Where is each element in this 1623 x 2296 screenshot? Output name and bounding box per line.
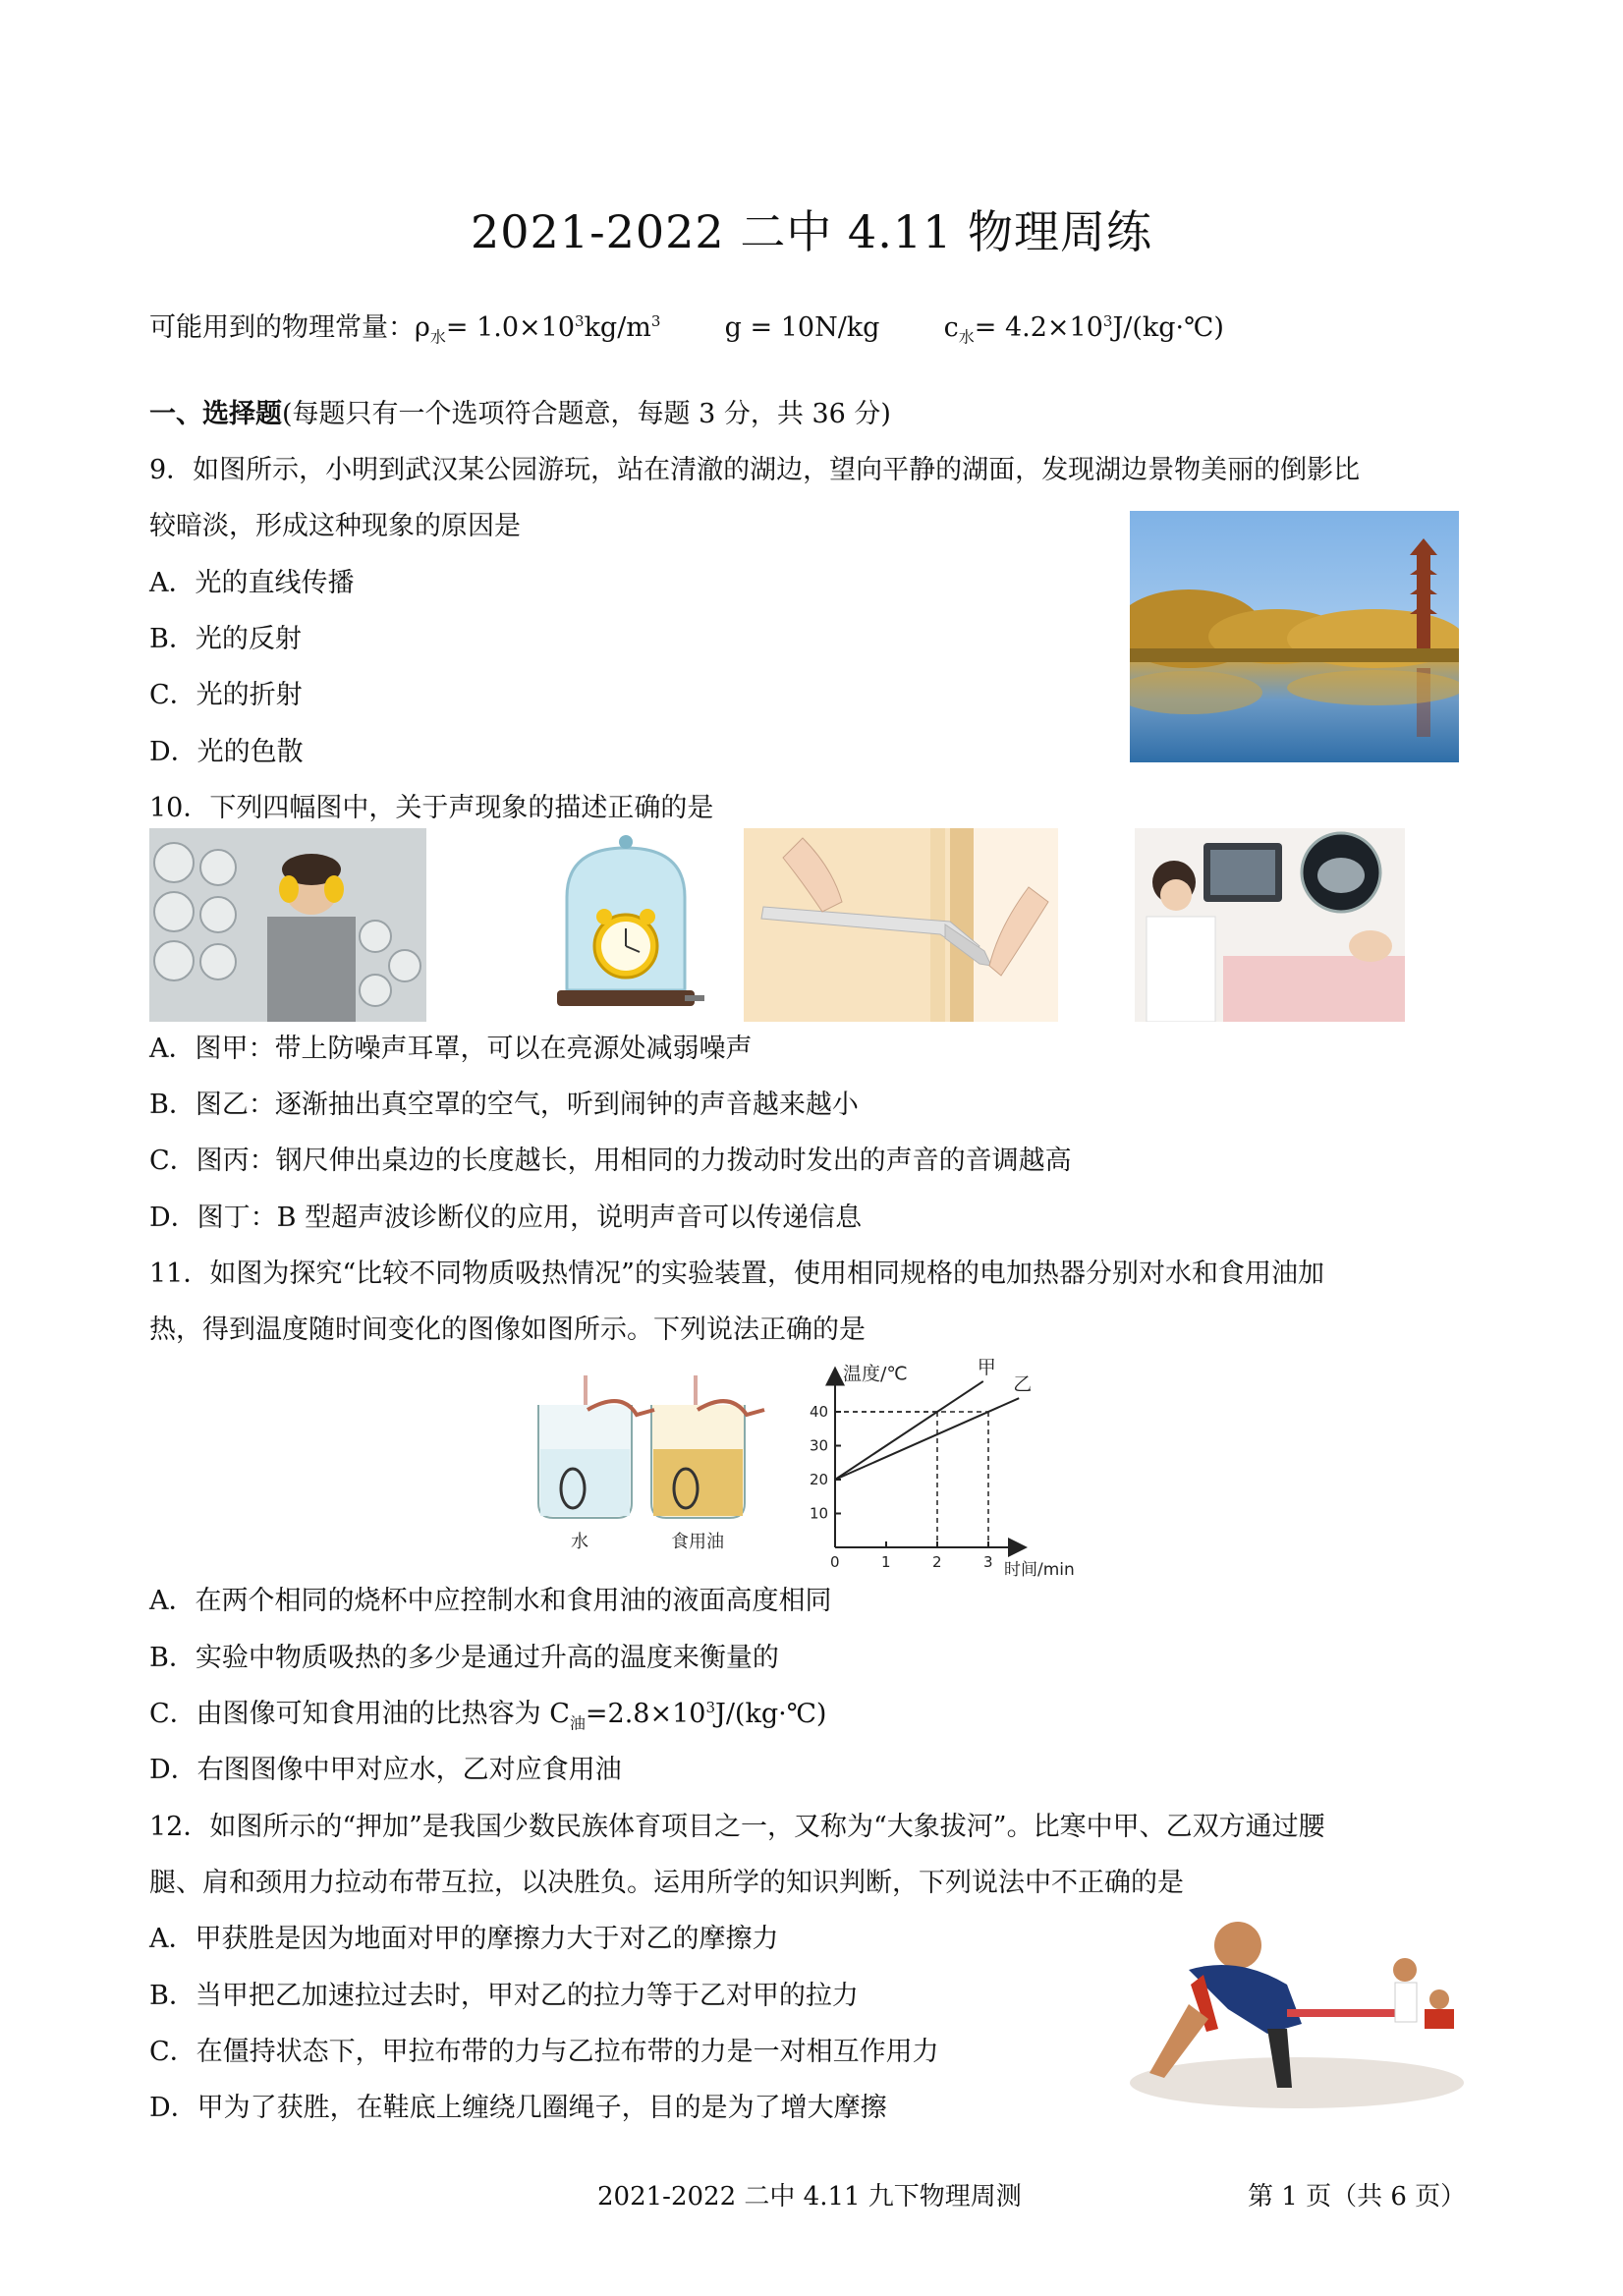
y-tick-label: 20 <box>810 1471 829 1488</box>
tug-of-war-image <box>1130 1916 1469 2112</box>
q11-option-a: A．在两个相同的烧杯中应控制水和食用油的液面高度相同 <box>149 1586 832 1616</box>
q11-c-exponent: 3 <box>705 1699 716 1716</box>
ruler-table-image <box>744 828 1058 1022</box>
rho-unit-exponent: 3 <box>650 312 661 330</box>
q10-option-a: A．图甲：带上防噪声耳罩，可以在亮源处减弱噪声 <box>149 1034 753 1064</box>
rho-value: = 1.0×10 <box>445 312 576 343</box>
q10-option-b: B．图乙：逐渐抽出真空罩的空气，听到闹钟的声音越来越小 <box>149 1090 859 1120</box>
q9-option-b: B．光的反射 <box>149 624 302 654</box>
q10-option-c: C．图丙：钢尺伸出桌边的长度越长，用相同的力拨动时发出的声音的音调越高 <box>149 1146 1072 1176</box>
g-constant: g = 10N/kg <box>724 312 880 343</box>
footer-page-number: 第 1 页（共 6 页） <box>1248 2182 1467 2212</box>
c-value: = 4.2×10 <box>974 312 1103 343</box>
series-line-1 <box>835 1398 1019 1480</box>
q10-stem: 10．下列四幅图中，关于声现象的描述正确的是 <box>149 793 714 823</box>
q11-c-value: =2.8×10 <box>585 1699 706 1729</box>
rho-symbol: ρ <box>415 312 430 343</box>
q9-option-a: A．光的直线传播 <box>149 568 355 598</box>
q9-option-d: D．光的色散 <box>149 737 304 767</box>
y-tick-label: 30 <box>810 1436 829 1455</box>
rho-unit: kg/m <box>584 312 651 343</box>
temperature-time-chart <box>801 1356 1115 1577</box>
factory-worker-image <box>149 828 426 1022</box>
section-title: 一、选择题 <box>149 399 282 429</box>
q11-stem-line2: 热，得到温度随时间变化的图像如图所示。下列说法正确的是 <box>149 1315 866 1345</box>
q11-c-text: C．由图像可知食用油的比热容为 C <box>149 1699 570 1729</box>
q12-option-a: A．甲获胜是因为地面对甲的摩擦力大于对乙的摩擦力 <box>149 1924 779 1954</box>
page-title: 2021-2022 二中 4.11 物理周练 <box>471 205 1152 258</box>
q11-c-subscript: 油 <box>569 1713 586 1733</box>
q11-option-d: D．右图图像中甲对应水，乙对应食用油 <box>149 1755 622 1785</box>
series-label-0: 甲 <box>977 1356 996 1378</box>
q10-option-d: D．图丁：B 型超声波诊断仪的应用，说明声音可以传递信息 <box>149 1203 863 1233</box>
bell-jar-clock-image <box>547 828 704 1022</box>
ultrasound-image <box>1135 828 1405 1022</box>
section-note: (每题只有一个选项符合题意，每题 3 分，共 36 分) <box>282 399 891 429</box>
beaker-water-label: 水 <box>571 1532 588 1552</box>
x-tick-label: 1 <box>881 1553 891 1571</box>
x-axis-label: 时间/min <box>1004 1560 1075 1577</box>
series-label-1: 乙 <box>1013 1373 1033 1396</box>
q12-option-c: C．在僵持状态下，甲拉布带的力与乙拉布带的力是一对相互作用力 <box>149 2037 939 2067</box>
q11-option-b: B．实验中物质吸热的多少是通过升高的温度来衡量的 <box>149 1643 779 1673</box>
q9-stem-line2: 较暗淡，形成这种现象的原因是 <box>149 511 521 541</box>
beaker-oil-label: 食用油 <box>671 1532 724 1552</box>
q11-c-unit: J/(kg·℃) <box>715 1699 827 1729</box>
series-line-0 <box>835 1381 983 1480</box>
footer-center: 2021-2022 二中 4.11 九下物理周测 <box>597 2182 1022 2212</box>
q12-stem-line2: 腿、肩和颈用力拉动布带互拉，以决胜负。运用所学的知识判断，下列说法中不正确的是 <box>149 1868 1184 1898</box>
lake-pagoda-image <box>1130 511 1459 762</box>
y-tick-label: 40 <box>810 1403 829 1421</box>
q12-option-d: D．甲为了获胜，在鞋底上缠绕几圈绳子，目的是为了增大摩擦 <box>149 2093 887 2123</box>
c-subscript: 水 <box>958 327 975 347</box>
constants-line <box>149 308 1224 348</box>
y-tick-label: 10 <box>810 1504 829 1523</box>
rho-subscript: 水 <box>429 327 446 347</box>
c-exponent: 3 <box>1102 312 1113 330</box>
c-symbol: c <box>943 312 959 343</box>
q9-option-c: C．光的折射 <box>149 680 303 710</box>
q9-stem-line1: 9．如图所示，小明到武汉某公园游玩，站在清澈的湖边，望向平静的湖面，发现湖边景物美丽的倒影比 <box>149 455 1361 485</box>
q11-option-c <box>149 1695 826 1734</box>
rho-exponent: 3 <box>575 312 585 330</box>
y-axis-label: 温度/℃ <box>843 1363 908 1385</box>
constants-label: 可能用到的物理常量： <box>149 312 415 343</box>
section-heading <box>149 395 891 434</box>
q12-option-b: B．当甲把乙加速拉过去时，甲对乙的拉力等于乙对甲的拉力 <box>149 1981 859 2011</box>
q11-stem-line1: 11．如图为探究“比较不同物质吸热情况”的实验装置，使用相同规格的电加热器分别对水和食用油加 <box>149 1259 1324 1289</box>
beakers-figure <box>529 1371 799 1557</box>
x-tick-label: 3 <box>983 1553 993 1571</box>
x-tick-label: 2 <box>932 1553 942 1571</box>
c-unit: J/(kg·℃) <box>1112 312 1224 343</box>
q12-stem-line1: 12．如图所示的“押加”是我国少数民族体育项目之一，又称为“大象拔河”。比寒中甲、乙双方通过腰 <box>149 1812 1325 1842</box>
x-tick-label: 0 <box>830 1553 840 1571</box>
